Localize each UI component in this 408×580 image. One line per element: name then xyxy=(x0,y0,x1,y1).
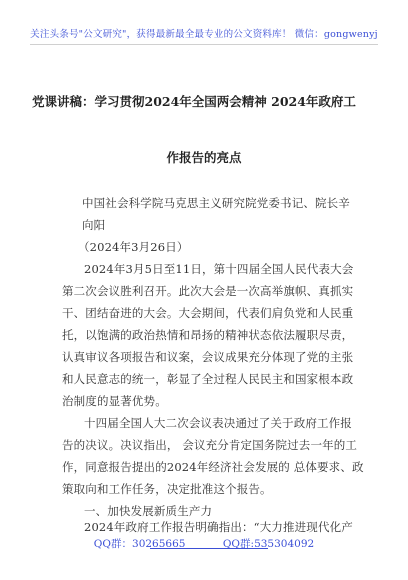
paragraph-1-line-6: 和人民意志的统一，彰显了全过程人民民主和国家根本政 xyxy=(62,372,354,386)
paragraph-1-line-5: 认真审议各项报告和议案，会议成果充分体现了党的主张 xyxy=(62,350,354,364)
header-note: 关注头条号"公文研究"，获得最新最全最专业的公文资料库！ 微信：gongwenyj xyxy=(30,29,378,40)
document-title-line-1: 党课讲稿：学习贯彻2024年全国两会精神 2024年政府工 xyxy=(32,94,356,109)
paragraph-2-line-3: 作，同意报告提出的2024年经济社会发展的 总体要求、政 xyxy=(62,460,364,474)
footer-underline xyxy=(150,548,268,549)
paragraph-2-line-1: 十四届全国人大二次会议表决通过了关于政府工作报 xyxy=(84,416,352,430)
last-visible-line: 2024年政府工作报告明确指出：“大力推进现代化产 xyxy=(84,520,353,534)
author-line-1: 中国社会科学院马克思主义研究院党委书记、院长辛 xyxy=(82,196,350,210)
document-title-line-2: 作报告的亮点 xyxy=(166,150,242,165)
footer-qq-group-2: QQ群:535304092 xyxy=(222,538,315,550)
footer-qq-group-1: QQ群：30265665 xyxy=(93,538,186,550)
paragraph-1-line-7: 治制度的显著优势。 xyxy=(62,394,167,408)
header-divider xyxy=(30,44,378,45)
document-date: （2024年3月26日） xyxy=(78,240,189,254)
paragraph-1-line-1: 2024年3月5日至11日，第十四届全国人民代表大会 xyxy=(84,262,354,276)
section-heading: 一、加快发展新质生产力 xyxy=(84,504,213,518)
paragraph-1-line-4: 托，以饱满的政治热情和昂扬的精神状态依法履职尽责， xyxy=(62,328,354,342)
paragraph-1-line-3: 干、团结奋进的大会。大会期间，代表们肩负党和人民重 xyxy=(62,306,354,320)
paragraph-1-line-2: 第二次会议胜利召开。此次大会是一次高举旗帜、真抓实 xyxy=(62,284,354,298)
author-line-2: 向阳 xyxy=(82,218,106,232)
paragraph-2-line-2: 告的决议。决议指出， 会议充分肯定国务院过去一年的工 xyxy=(62,438,358,452)
paragraph-2-line-4: 策取向和工作任务，决定批准这个报告。 xyxy=(62,482,272,496)
